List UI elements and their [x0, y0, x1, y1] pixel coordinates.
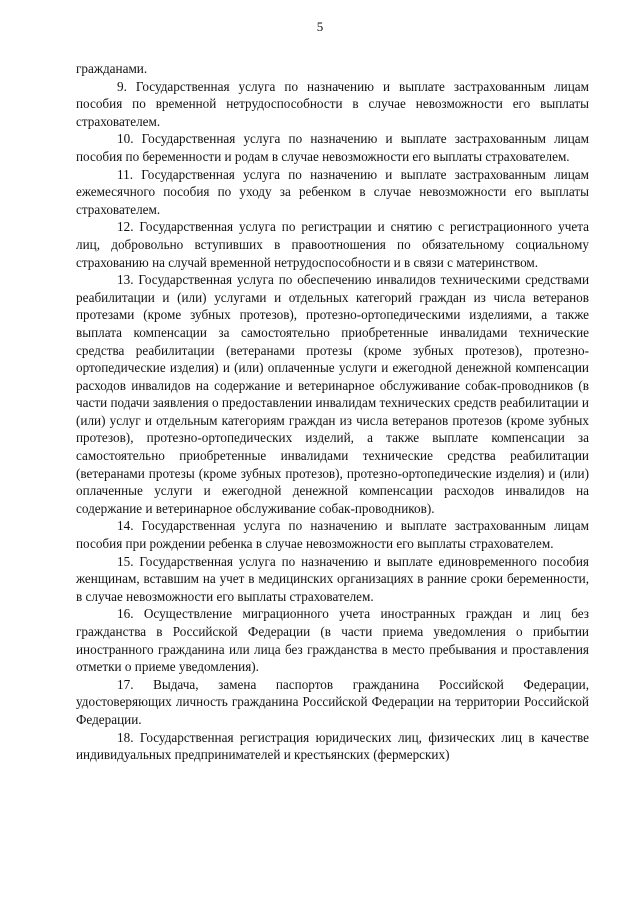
paragraph-item-9: 9. Государственная услуга по назначению и выплате застрахованным лицам пособия по временной нетрудоспособности в случае невозможности его выплаты страхователем. — [76, 78, 589, 129]
paragraph-item-13: 13. Государственная услуга по обеспечению инвалидов техническими средствами реабилитации и (или) услугами и отдельных категорий граждан из числа ветеранов протезами (кроме зубных протезов), протезно-ортопедическими изделиями, а также выплата компенсации за самостоятельно приобретенные инвалидами технические средства реабилитации (ветеранами протезы (кроме зубных протезов), протезно-ортопедические изделия) и (или) оплаченные услуги и ежегодной денежной компенсации расходов инвалидов на содержание и ветеринарное обслуживание собак-проводников (в части подачи заявления о предоставлении инвалидам технических средств реабилитации и (или) услуг и отдельным категориям граждан из числа ветеранов протезов (кроме зубных протезов), протезно-ортопедических изделий, а также выплате компенсации за самостоятельно приобретенные инвалидами технические средства реабилитации (ветеранами протезы (кроме зубных протезов), протезно-ортопедические изделия) и (или) оплаченные услуги и ежегодной денежной компенсации расходов инвалидов на содержание и ветеринарное обслуживание собак-проводников). — [76, 272, 589, 516]
paragraph-item-10: 10. Государственная услуга по назначению и выплате застрахованным лицам пособия по беременности и родам в случае невозможности его выплаты страхователем. — [76, 131, 589, 164]
paragraph-continuation: гражданами. — [76, 61, 148, 76]
paragraph-item-16: 16. Осуществление миграционного учета иностранных граждан и лиц без гражданства в Российской Федерации (в части приема уведомления о прибытии иностранного гражданина или лица без гражданства в место пребывания и проставления отметки о приеме уведомления). — [76, 606, 589, 675]
paragraph-item-11: 11. Государственная услуга по назначению и выплате застрахованным лицам ежемесячного пособия по уходу за ребенком в случае невозможности его выплаты страхователем. — [76, 166, 589, 217]
paragraph-item-12: 12. Государственная услуга по регистрации и снятию с регистрационного учета лиц, добровольно вступивших в правоотношения по обязательному социальному страхованию на случай временной нетрудоспособности и в связи с материнством. — [76, 219, 589, 270]
paragraph-item-18: 18. Государственная регистрация юридических лиц, физических лиц в качестве индивидуальных предпринимателей и крестьянских (фермерских) — [76, 729, 589, 763]
page-number: 5 — [316, 19, 324, 34]
paragraph-item-14: 14. Государственная услуга по назначению и выплате застрахованным лицам пособия при рождении ребенка в случае невозможности его выплаты страхователем. — [76, 518, 589, 552]
document-body — [76, 60, 589, 764]
paragraph-item-17: 17. Выдача, замена паспортов гражданина Российской Федерации, удостоверяющих личность гражданина Российской Федерации на территории Российской Федерации. — [76, 676, 589, 727]
paragraph-item-15: 15. Государственная услуга по назначению и выплате единовременного пособия женщинам, вставшим на учет в медицинских организациях в ранние сроки беременности, в случае невозможности его выплаты страхователем. — [76, 553, 589, 604]
